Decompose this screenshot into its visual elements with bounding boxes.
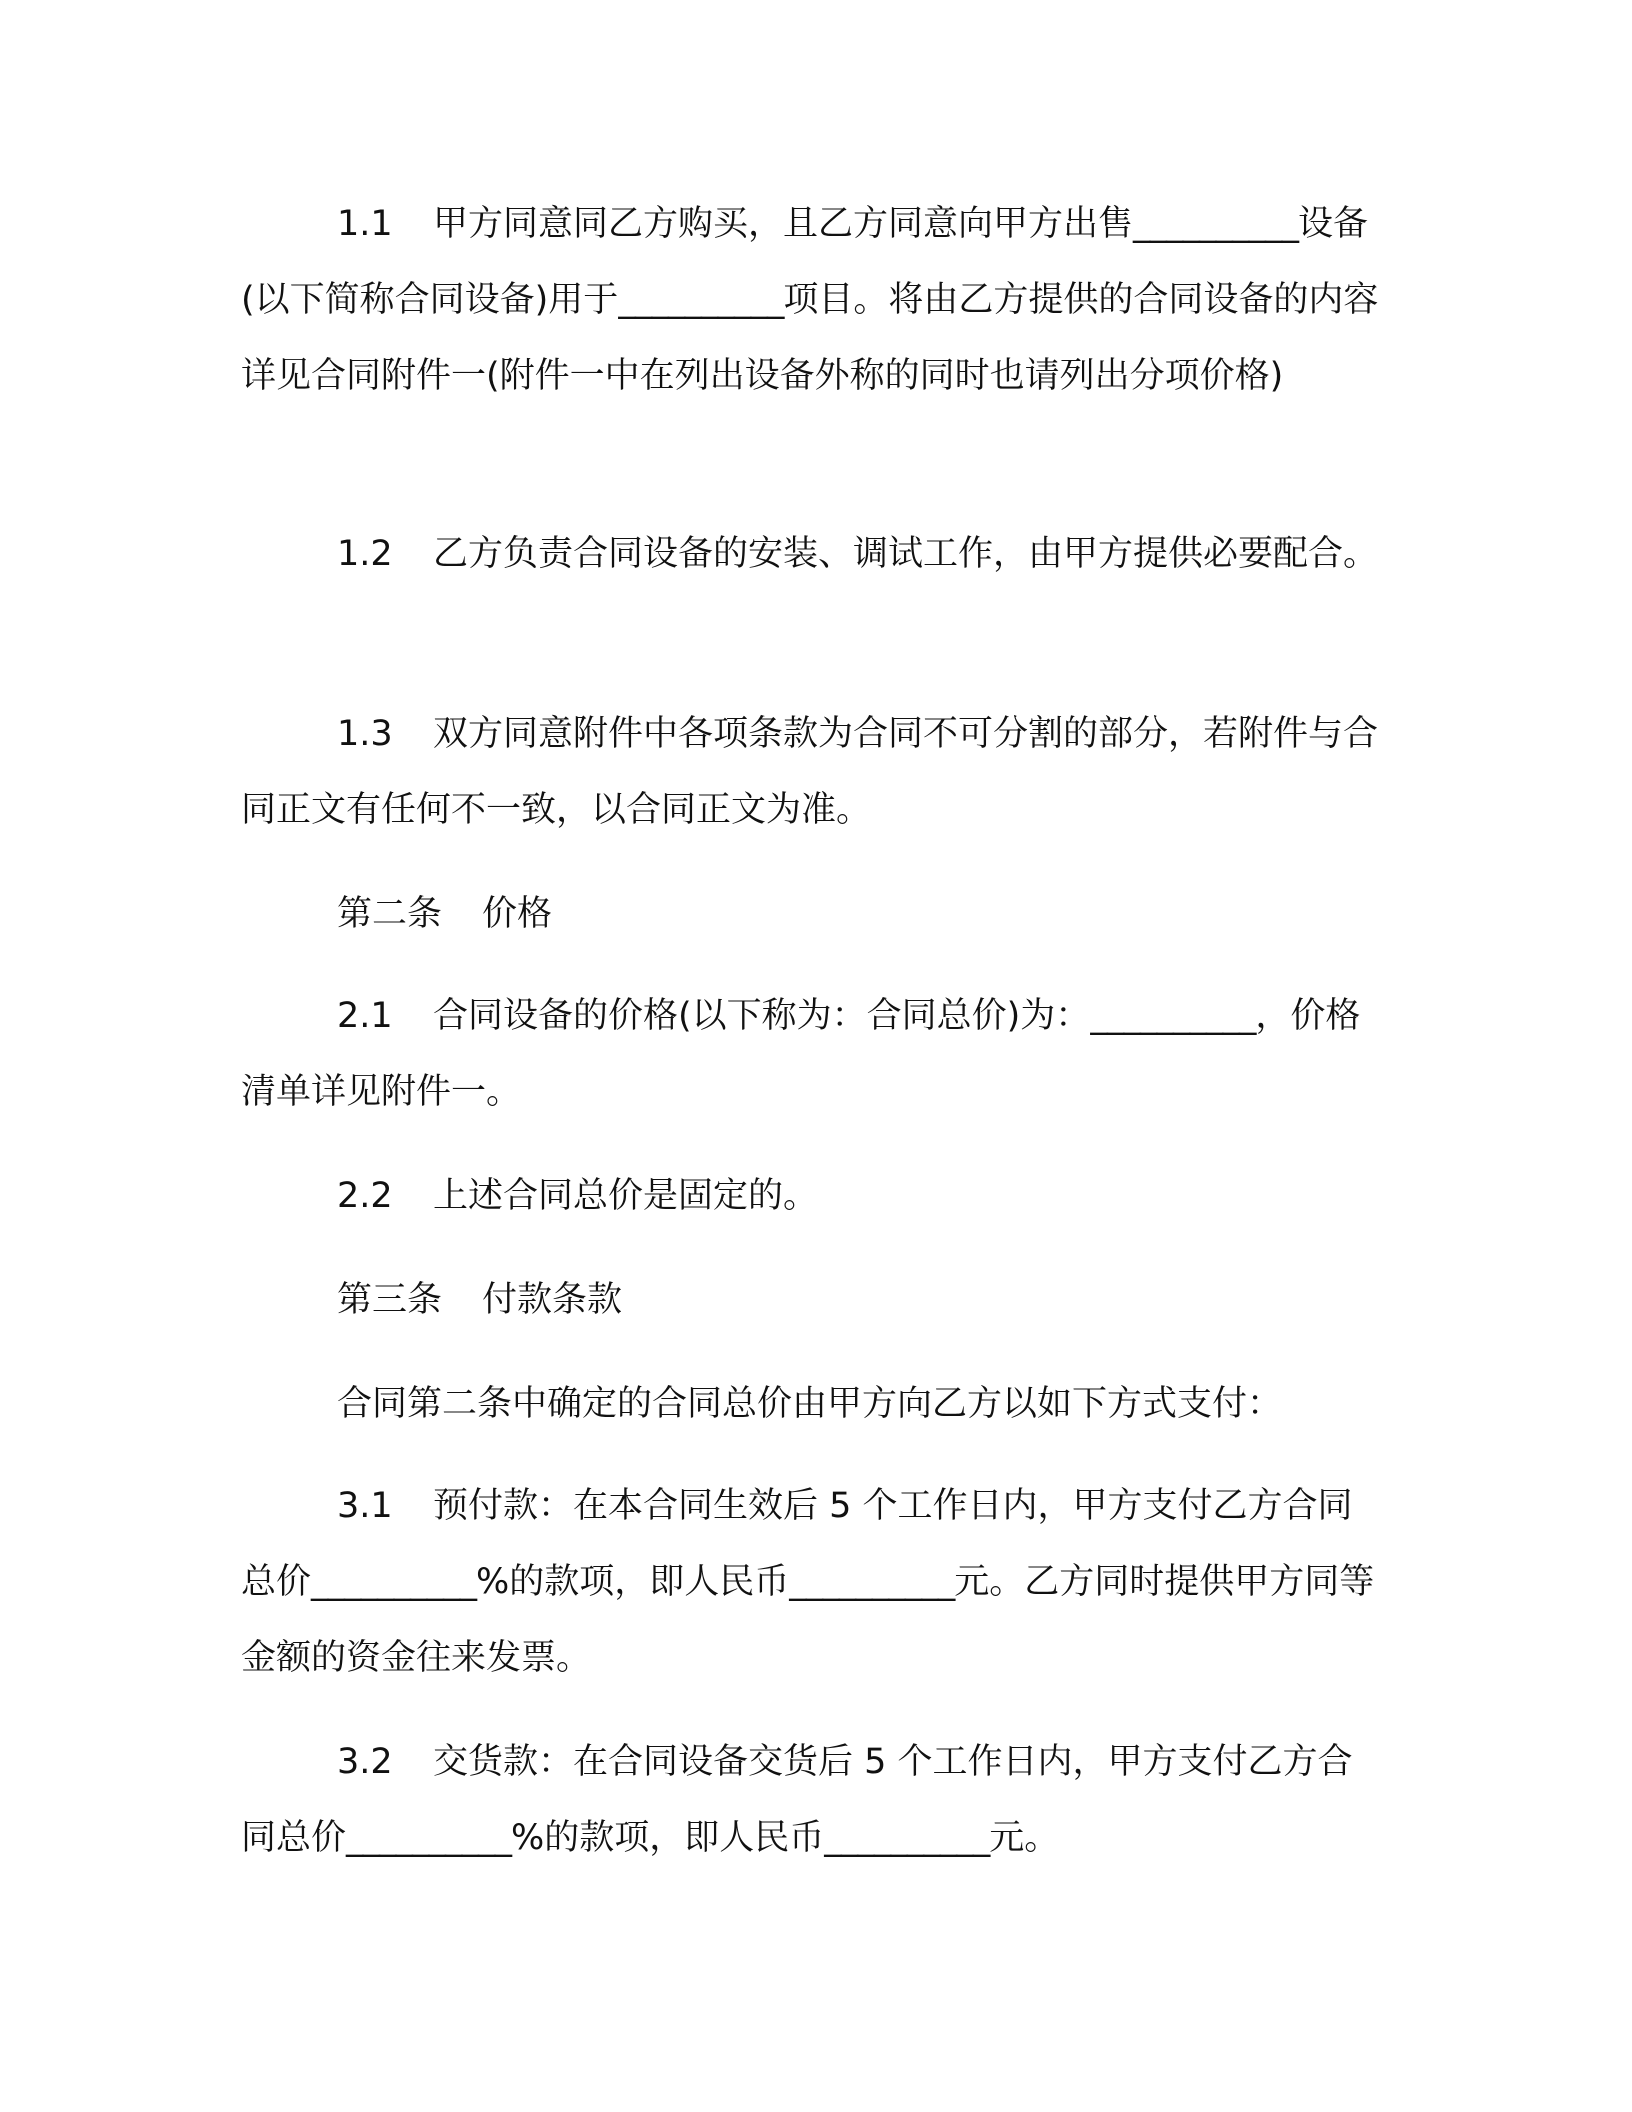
fill-blank: __________ [1133, 204, 1299, 244]
fill-blank: __________ [618, 280, 784, 320]
article-label: 第三条 [337, 1280, 443, 1320]
clause-text: 乙方负责合同设备的安装、调试工作，由甲方提供必要配合。 [433, 534, 1379, 574]
clause-text: 上述合同总价是固定的。 [433, 1176, 819, 1216]
clause-text: 预付款：在本合同生效后 5 个工作日内，甲方支付乙方合同总价 [241, 1486, 1353, 1602]
clause-text: %的款项，即人民币 [511, 1818, 825, 1858]
clause-1-2 [241, 516, 1381, 592]
clause-number: 3.1 [337, 1486, 393, 1526]
clause-text: 设备(以下简称合同设备)用于 [241, 204, 1369, 320]
clause-3-1 [241, 1468, 1381, 1696]
clause-text: 甲方同意同乙方购买，且乙方同意向甲方出售 [433, 204, 1134, 244]
clause-text: 合同设备的价格(以下称为：合同总价)为： [433, 996, 1091, 1036]
clause-number: 1.2 [337, 534, 393, 574]
clause-text: ，价格清单详见附件一。 [241, 996, 1361, 1112]
clause-text: 项目。将由乙方提供的合同设备的内容详见合同附件一(附件一中在列出设备外称的同时也请列出分项价格) [241, 280, 1379, 396]
article-3-intro: 合同第二条中确定的合同总价由甲方向乙方以如下方式支付： [337, 1384, 1283, 1424]
clause-text: 交货款：在合同设备交货后 5 个工作日内，甲方支付乙方合同总价 [241, 1742, 1353, 1858]
clause-1-3 [241, 696, 1381, 848]
clause-text: 元。 [989, 1818, 1060, 1858]
article-label: 第二条 [337, 894, 443, 934]
fill-blank: __________ [346, 1818, 512, 1858]
clause-3-2 [241, 1724, 1381, 1876]
clause-number: 2.1 [337, 996, 393, 1036]
article-title: 付款条款 [482, 1280, 623, 1320]
fill-blank: __________ [789, 1562, 955, 1602]
fill-blank: __________ [824, 1818, 990, 1858]
clause-number: 1.1 [337, 204, 393, 244]
fill-blank: __________ [1090, 996, 1256, 1036]
clause-2-2 [241, 1158, 1381, 1234]
clause-number: 1.3 [337, 714, 393, 754]
article-2-heading [241, 876, 1381, 952]
clause-1-1 [241, 186, 1381, 414]
clause-number: 2.2 [337, 1176, 393, 1216]
clause-number: 3.2 [337, 1742, 393, 1782]
article-3-heading [241, 1262, 1381, 1338]
fill-blank: __________ [311, 1562, 477, 1602]
clause-text: %的款项，即人民币 [476, 1562, 790, 1602]
clause-2-1 [241, 978, 1381, 1130]
article-title: 价格 [482, 894, 553, 934]
clause-text: 元。乙方同时提供甲方同等金额的资金往来发票。 [241, 1562, 1375, 1678]
clause-text: 双方同意附件中各项条款为合同不可分割的部分，若附件与合同正文有任何不一致，以合同正文为准。 [241, 714, 1379, 830]
